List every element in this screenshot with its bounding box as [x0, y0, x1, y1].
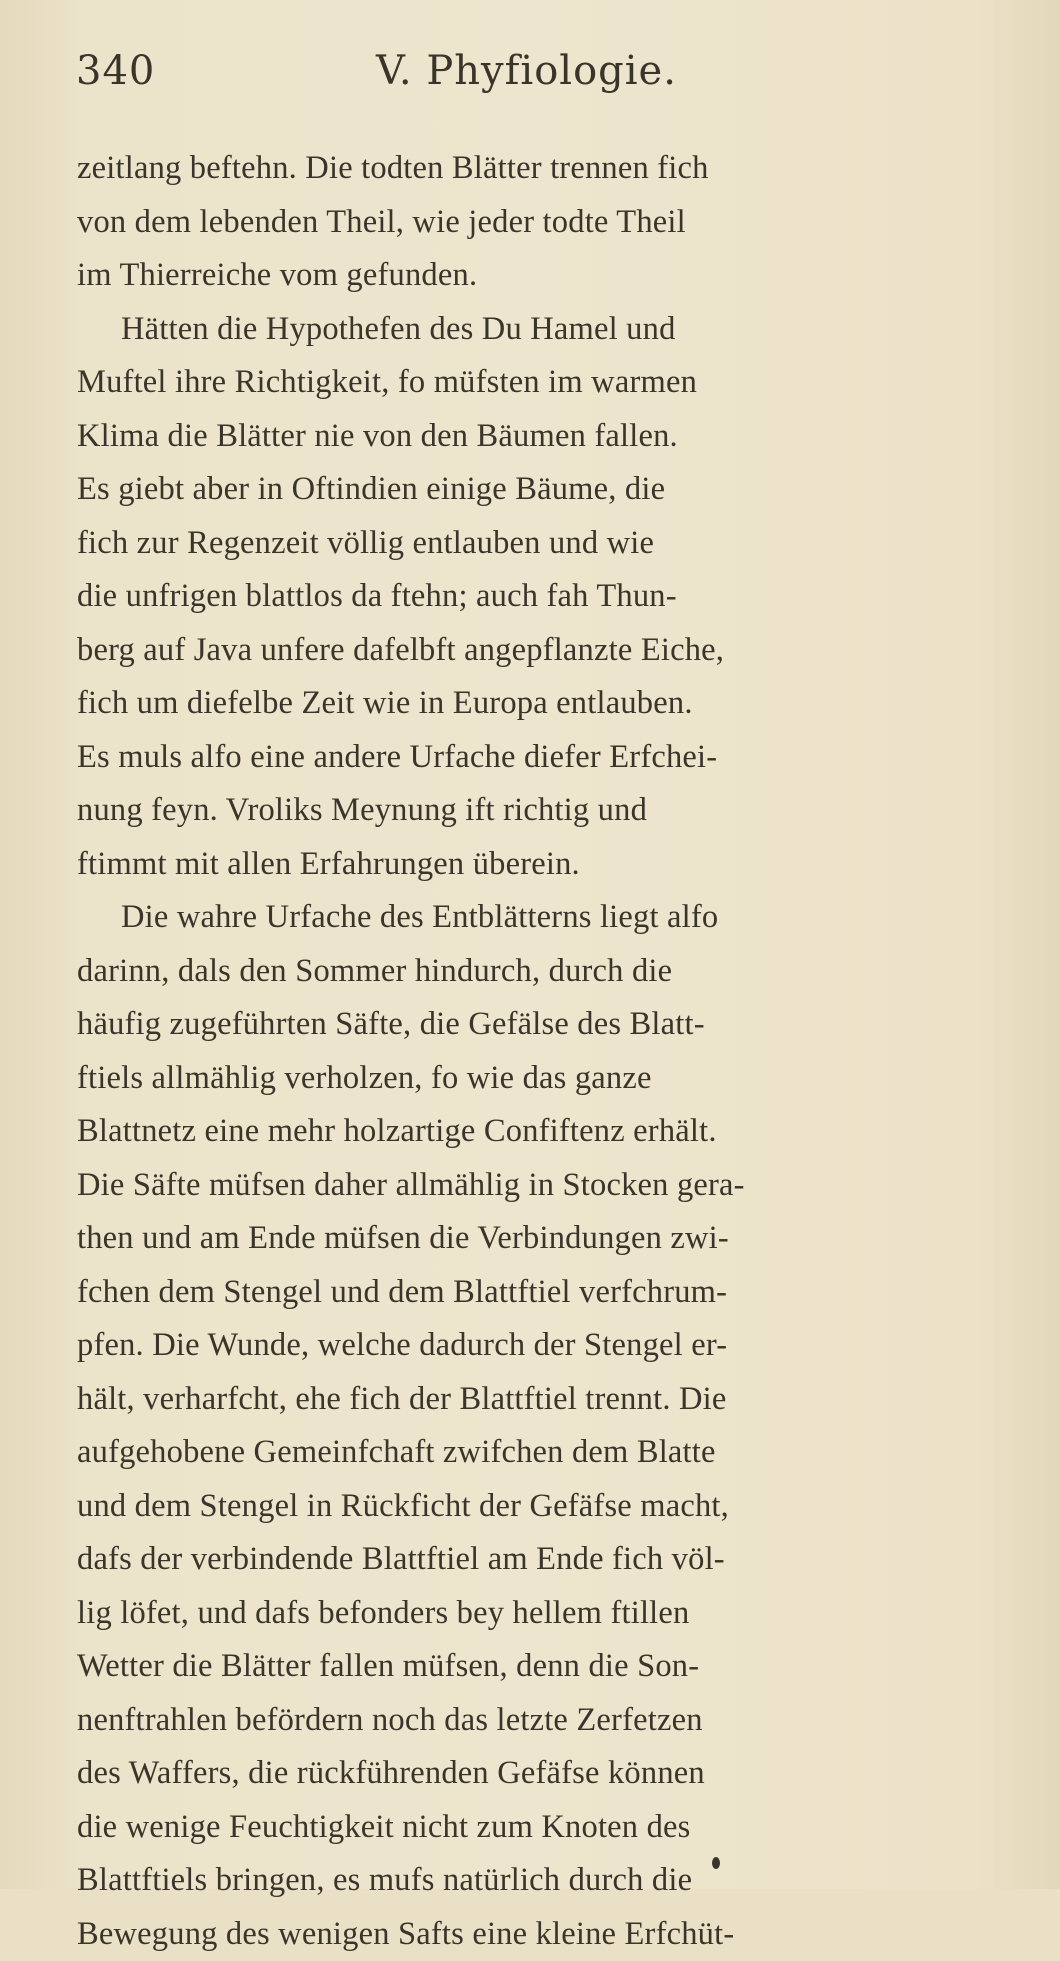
text-line: aufgehobene Gemeinfchaft zwifchen dem Blatte [77, 1426, 1027, 1480]
text-line: Blattnetz eine mehr holzartige Confiftenz erhält. [77, 1105, 1027, 1159]
text-line: pfen. Die Wunde, welche dadurch der Stengel er- [77, 1319, 1027, 1373]
page-header [76, 48, 976, 118]
text-line: fich zur Regenzeit völlig entlauben und wie [77, 517, 1027, 571]
text-line: des Waffers, die rückführenden Gefäfse können [77, 1747, 1027, 1801]
text-line: fchen dem Stengel und dem Blattftiel verfchrum- [77, 1266, 1027, 1320]
text-line: dafs der verbindende Blattftiel am Ende fich völ- [77, 1533, 1027, 1587]
text-line: Die Säfte müfsen daher allmählig in Stocken gera- [77, 1159, 1027, 1213]
text-line: Wetter die Blätter fallen müfsen, denn die Son- [77, 1640, 1027, 1694]
text-line: Muftel ihre Richtigkeit, fo müfsten im warmen [77, 356, 1027, 410]
text-line: Klima die Blätter nie von den Bäumen fallen. [77, 410, 1027, 464]
text-line: von dem lebenden Theil, wie jeder todte Theil [77, 196, 1027, 250]
text-line: ftimmt mit allen Erfahrungen überein. [77, 838, 1027, 892]
text-line: then und am Ende müfsen die Verbindungen zwi- [77, 1212, 1027, 1266]
text-line: Bewegung des wenigen Safts eine kleine Erfchüt- [77, 1908, 1027, 1961]
text-line: häufig zugeführten Säfte, die Gefälse des Blatt- [77, 998, 1027, 1052]
text-line: Es giebt aber in Oftindien einige Bäume, die [77, 463, 1027, 517]
text-line: Hätten die Hypothefen des Du Hamel und [77, 303, 1027, 357]
text-line: hält, verharfcht, ehe fich der Blattftiel trennt. Die [77, 1373, 1027, 1427]
page-number: 340 [76, 48, 155, 94]
text-line: lig löfet, und dafs befonders bey hellem ftillen [77, 1587, 1027, 1641]
ink-mark [712, 1857, 720, 1869]
text-line: nung feyn. Vroliks Meynung ift richtig und [77, 784, 1027, 838]
text-line: die wenige Feuchtigkeit nicht zum Knoten des [77, 1801, 1027, 1855]
running-title: V. Phyfiologie. [376, 48, 677, 94]
text-line: zeitlang beftehn. Die todten Blätter trennen fich [77, 142, 1027, 196]
body-text [77, 142, 1027, 1961]
text-line: Blattftiels bringen, es mufs natürlich durch die [77, 1854, 1027, 1908]
text-line: die unfrigen blattlos da ftehn; auch fah Thun- [77, 570, 1027, 624]
text-line: Die wahre Urfache des Entblätterns liegt alfo [77, 891, 1027, 945]
text-line: berg auf Java unfere dafelbft angepflanzte Eiche, [77, 624, 1027, 678]
text-line: fich um diefelbe Zeit wie in Europa entlauben. [77, 677, 1027, 731]
text-line: und dem Stengel in Rückficht der Gefäfse macht, [77, 1480, 1027, 1534]
text-line: Es muls alfo eine andere Urfache diefer Erfchei- [77, 731, 1027, 785]
text-line: darinn, dals den Sommer hindurch, durch die [77, 945, 1027, 999]
text-line: ftiels allmählig verholzen, fo wie das ganze [77, 1052, 1027, 1106]
text-line: im Thierreiche vom gefunden. [77, 249, 1027, 303]
text-line: nenftrahlen befördern noch das letzte Zerfetzen [77, 1694, 1027, 1748]
